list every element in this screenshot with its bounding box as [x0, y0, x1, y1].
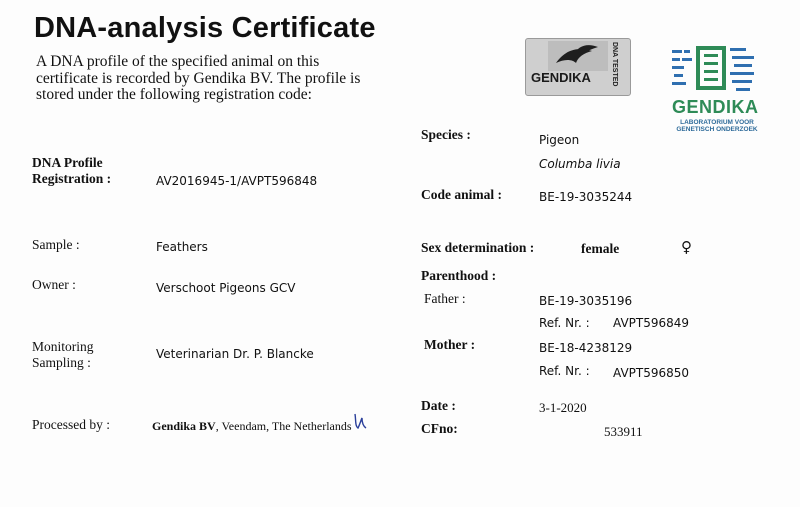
processed-by-company: Gendika BV [152, 419, 216, 433]
species-label: Species : [421, 127, 471, 142]
code-animal-value: BE-19-3035244 [539, 190, 633, 204]
mother-ref-value: AVPT596850 [613, 366, 690, 380]
sample-value: Feathers [156, 240, 208, 254]
intro-text: A DNA profile of the specified animal on this certificate is recorded by Gendika BV. The profile is stored under the following registration code: [36, 53, 361, 103]
processed-by-label: Processed by : [32, 417, 110, 432]
badge-side-label: DNA TESTED [611, 42, 618, 87]
registration-value: AV2016945-1/AVPT596848 [156, 174, 318, 188]
logo-brand-name: GENDIKA [672, 97, 759, 117]
sex-determination-label: Sex determination : [421, 240, 535, 255]
certificate-title: DNA-analysis Certificate [34, 12, 376, 44]
mother-label: Mother : [424, 337, 476, 352]
cfno-value: 533911 [604, 424, 643, 439]
badge-label: GENDIKA [531, 70, 591, 85]
logo-subtitle-line1: LABORATORIUM VOOR [680, 119, 754, 126]
father-ref-value: AVPT596849 [613, 316, 690, 330]
species-latin-name: Columba livia [539, 157, 621, 171]
registration-label: Registration : [32, 171, 112, 186]
father-value: BE-19-3035196 [539, 294, 633, 308]
cfno-label: CFno: [421, 421, 458, 436]
processed-by-location: , Veendam, The Netherlands [215, 419, 352, 433]
owner-value: Verschoot Pigeons GCV [156, 281, 296, 295]
sample-label: Sample : [32, 237, 80, 252]
female-symbol-icon: ♀ [681, 238, 692, 256]
gendika-logo-icon [672, 44, 756, 94]
date-label: Date : [421, 398, 456, 413]
dove-icon [548, 41, 608, 71]
signature-mark [352, 412, 370, 432]
monitoring-value: Veterinarian Dr. P. Blancke [156, 347, 314, 361]
logo-subtitle-line2: GENETISCH ONDERZOEK [676, 126, 758, 133]
date-value: 3-1-2020 [539, 400, 587, 415]
dna-profile-label: DNA Profile [32, 155, 103, 170]
logo-subtitle [672, 119, 762, 133]
parenthood-label: Parenthood : [421, 268, 497, 283]
father-ref-label: Ref. Nr. : [539, 316, 590, 330]
sex-value: female [581, 241, 620, 256]
code-animal-label: Code animal : [421, 187, 502, 202]
owner-label: Owner : [32, 277, 76, 292]
father-label: Father : [424, 291, 466, 306]
mother-value: BE-18-4238129 [539, 341, 633, 355]
processed-by-value [152, 419, 352, 434]
monitoring-label: Monitoring [32, 339, 94, 354]
mother-ref-label: Ref. Nr. : [539, 364, 590, 378]
sampling-label: Sampling : [32, 355, 91, 370]
species-value: Pigeon [539, 133, 580, 147]
